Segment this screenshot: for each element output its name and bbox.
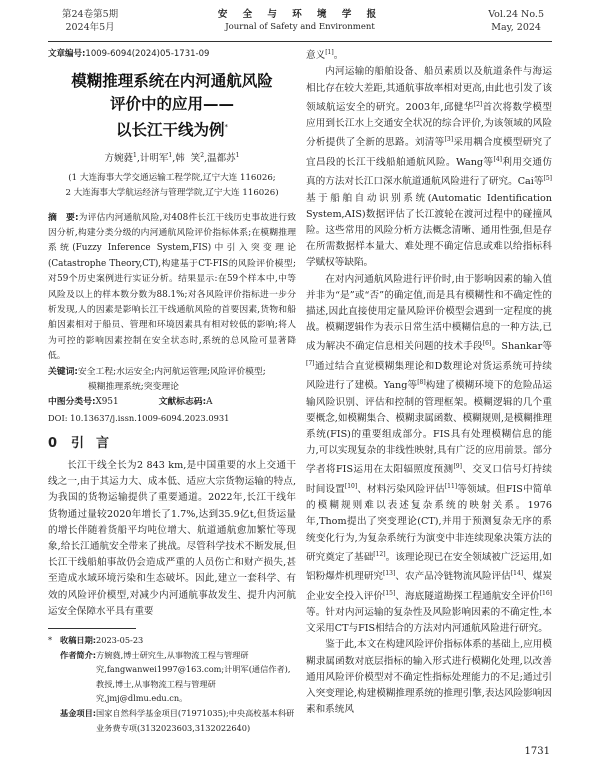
received-label: 收稿日期:: [60, 635, 97, 646]
keywords-line-2: 模糊推理系统;突变理论: [88, 381, 179, 392]
text-run: 通过结合直觉模糊集理论和D数理论对货运系统可持续风险进行了建模。Yang等: [306, 360, 552, 392]
author-bio: 方婉蕤,博士研究生,从事物流工程与管理研究,fangwanwei1997@163.com;计明军(通信作者),教授,博士,从事物流工程与管理研究,jmj@dlmu.edu.cn。: [96, 649, 291, 704]
doc-code-value: A: [206, 397, 213, 408]
citation[interactable]: [15]: [382, 589, 396, 597]
text-run: 等。针对内河运输的复杂性及风险影响因素的不确定性,本文采用CT与FIS相结合的方法对内河通航风险进行研究。: [306, 606, 552, 635]
author-affil-mark: 1: [168, 152, 173, 160]
intro-paragraph: 长江干线全长为2 843 km,是中国重要的水上交通干线之一,由于其运力大、成本低、适应大宗货物运输的特点,为我国的货物运输提供了重要通道。2022年,长江干线年货物通过量较2020年增长了1.7%,达到35.9亿t,但货运量的增长伴随着货船平均吨位增大、航道通航愈加繁忙等现象,给长江通航安全带来了挑战。尽管科学技术不断发展,但长江干线船舶事故仍会造成严重的人员伤亡和财产损失,甚至造成水域环境污染和生态破坏。因此,建立一套科学、有效的风险评价模型,对减少内河通航事故发生、提升内河航运安全保障水平具有重要: [48, 460, 296, 617]
fund-label: 基金项目:: [60, 708, 97, 718]
continued-word: 意义: [306, 50, 326, 62]
classification-codes: [48, 395, 296, 410]
paragraph-related-work: [306, 64, 552, 271]
citation[interactable]: [6]: [482, 340, 492, 348]
text-run: 采用耦合度模型研究了宜昌段的长江干线船舶通航风险。Wang等: [306, 137, 553, 168]
text-run: 、材料污染风险评估: [357, 483, 445, 495]
citation[interactable]: [12]: [373, 550, 386, 558]
volume-cn: 第24卷第5期: [62, 9, 119, 20]
keywords-line-1: 安全工程;水运安全;内河航运管理;风险评价模型;: [77, 366, 266, 377]
footnote-divider: [48, 628, 136, 629]
doi[interactable]: DOI: 10.13637/j.issn.1009-6094.2023.0931: [48, 412, 230, 423]
article-number-value: 1009-6094(2024)05-1731-09: [85, 49, 210, 59]
author-name: 韩 笑: [175, 153, 201, 165]
citation[interactable]: [5]: [543, 175, 552, 183]
journal-title-cn: 安 全 与 环 境 学 报: [217, 9, 383, 20]
text-run: 。Shankar等: [491, 341, 552, 353]
header-journal: [48, 8, 552, 34]
date-cn: 2024年5月: [65, 22, 115, 33]
clc-label: 中图分类号:: [48, 397, 96, 408]
section-title: 引言: [71, 435, 122, 451]
journal-title-en: Journal of Safety and Environment: [225, 22, 375, 32]
footnote: [48, 633, 296, 735]
title-footnote-mark: *: [224, 123, 228, 132]
section-number: 0: [48, 435, 58, 451]
date-en: May, 2024: [491, 22, 541, 33]
citation[interactable]: [13]: [382, 570, 396, 578]
fund-info: 国家自然科学基金项目(71971035);中央高校基本科研业务费专项(3132023603,3132022640): [96, 708, 295, 733]
running-header: [48, 6, 552, 42]
author-affil-mark: 1: [133, 152, 137, 160]
continued-text: [306, 45, 552, 64]
author-name: 温都苏: [207, 153, 236, 165]
affiliation-1: (1 大连海事大学交通运输工程学院,辽宁大连 116026;: [68, 172, 276, 183]
received-date: 2023-05-23: [96, 635, 144, 646]
article-number: [48, 46, 296, 62]
citation[interactable]: [7]: [306, 359, 315, 367]
header-volume-en: [488, 8, 544, 34]
citation[interactable]: [2]: [473, 100, 483, 108]
text-run: 首次将数学模型应用到长江水上交通安全状况的综合评价,为该领域的风险分析提供了全新的思路。刘清等: [306, 101, 552, 149]
doc-code-label: 文献标志码:: [158, 397, 207, 408]
keywords: [48, 365, 296, 396]
continued-end: 。: [333, 50, 344, 62]
text-run: 在对内河通航风险进行评价时,由于影响因素的输入值并非为“是”或“否”的确定值,而是具有模糊性和不确定性的描述,因此直接使用定量风险评价模型会遇到一定程度的挑战。模糊逻辑作为表示日常生活中模糊信息的一种方法,已成为解决不确定信息相关问题的技术手段: [306, 273, 552, 353]
author-bio-label: 作者简介:: [60, 649, 97, 660]
author-affil-mark: 1: [235, 152, 240, 160]
clc-value: X951: [95, 397, 119, 408]
citation[interactable]: [9]: [453, 463, 462, 471]
text-run: 、海底隧道勘探工程通航安全评价: [395, 590, 540, 602]
left-column: [48, 42, 296, 735]
author-affil-mark: 2: [200, 152, 205, 160]
affiliations: [48, 171, 296, 201]
text-run: 利用交通仿真的方法对长江口深水航道通航风险进行了研究。Cai等: [306, 156, 552, 188]
text-run: 基于船舶自动识别系统(Automatic Identification System,AIS)数据评估了长江渡轮在渡河过程中的碰撞风险。这些常用的风险分析方法概念清晰、通用性强,但是存在所需数据样本量大、难处理不确定信息或难以给指标科学赋权等缺陷。: [306, 192, 552, 269]
abstract-label: 摘 要:: [48, 212, 79, 223]
title-line-1: 模糊推理系统在内河通航风险: [71, 72, 273, 91]
citation[interactable]: [14]: [510, 570, 524, 578]
citation[interactable]: [10]: [344, 482, 358, 490]
text-run: 等领域。但FIS中简单的模糊规则难以表述复杂系统的映射关系。1976年,Thom提出了突变理论(CT),并用于预测复杂无序的系统变化行为,为复杂系统行为演变中非连续现象决策方法的研究奠定了基础: [306, 483, 553, 563]
right-column: [306, 42, 552, 718]
title-line-2: 评价中的应用——: [109, 95, 234, 114]
author-name: 计明军: [139, 153, 169, 165]
text-run: 。该理论现已在安全领域被广泛运用,如铝粉爆炸机理研究: [306, 551, 552, 583]
page-number: 1731: [524, 746, 550, 757]
title-line-3: 以长江干线为例: [115, 121, 225, 140]
paragraph-fuzzy-logic: [306, 272, 552, 638]
text-run: 、交叉口信号灯持续时间设置: [306, 464, 552, 495]
citation[interactable]: [4]: [493, 155, 502, 163]
article-title: [48, 70, 296, 142]
citation[interactable]: [3]: [444, 136, 454, 144]
article-number-label: 文章编号:: [48, 49, 86, 59]
text-run: 、农产品冷链物流风险评估: [395, 571, 511, 583]
abstract-text: 为评估内河通航风险,对408件长江干线历史事故进行致因分析,构建分类分级的内河通航风险评价指标体系;在模糊推理系统(Fuzzy Inference System,FIS)中引入突变理论(Catastrophe Theory,CT),构建基于CT-FIS的风险评价模型;对59个历史案例进行实证分析。结果显示:在59个样本中,中等风险及以上的样本数分数为88.1%;对各风险评价指标进一步分析发现,人的因素是影响长江干线通航风险的首要因素,货物和船舶因素相对于船员、管理和环境因素具有相对较低的影响;将人为可控的影响因素控制在安全状态时,系统的总风险可显著降低。: [48, 212, 296, 362]
abstract: [48, 211, 296, 365]
text-run: 内河运输的船舶设备、船员素质以及航道条件与海运相比存在较大差距,其通航事故率相对更高,由此也引发了该领域航运安全的研究。2003年,邱健华: [306, 66, 552, 113]
affiliation-2: 2 大连海事大学航运经济与管理学院,辽宁大连 116026): [65, 187, 279, 198]
text-run: 、煤炭企业安全投入评价: [306, 571, 553, 602]
citation[interactable]: [1]: [325, 49, 334, 56]
keywords-label: 关键词:: [48, 366, 78, 377]
citation[interactable]: [8]: [417, 379, 426, 387]
citation[interactable]: [11]: [444, 482, 458, 490]
paragraph-method-summary: 鉴于此,本文在构建风险评价指标体系的基础上,应用模糊隶属函数对底层指标的输入形式进行模糊化处理,以改善通用风险评价模型对不确定性指标处理能力的不足;通过引入突变理论,构建模糊推理系统的推理引擎,表达风险影响因素和系统风: [306, 639, 552, 716]
citation[interactable]: [16]: [539, 589, 553, 597]
author-name: 方婉蕤: [104, 153, 134, 165]
footnote-star: *: [48, 635, 53, 646]
author-list: 方婉蕤$^1$,计明军$^1$,韩 笑$^2$,温都苏$^1$: [104, 152, 240, 165]
section-heading: [48, 436, 296, 452]
volume-en: Vol.24 No.5: [488, 9, 544, 20]
text-run: 构建了模糊环境下的危险品运输风险识别、评估和控制的管理框架。模糊逻辑的几个重要概念,如模糊集合、模糊隶属函数、模糊规则,是模糊推理系统(FIS)的重要组成部分。FIS具有处理模糊信息的能力,可以实现复杂的非线性映射,具有广泛的应用前景。部分学者将FIS运用在太阳辐照度预测: [306, 380, 552, 476]
